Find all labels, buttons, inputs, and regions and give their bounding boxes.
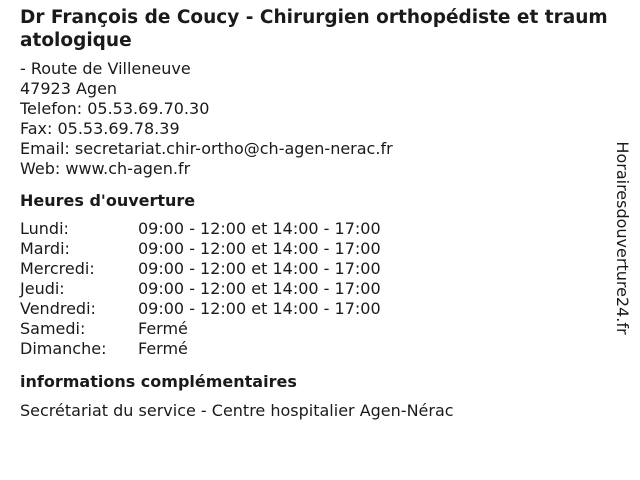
day-hours: Fermé	[138, 319, 188, 338]
day-label: Vendredi:	[20, 299, 96, 318]
phone-line: Telefon: 05.53.69.70.30	[20, 99, 210, 118]
day-label: Mardi:	[20, 239, 70, 258]
day-label: Dimanche:	[20, 339, 107, 358]
fax-line: Fax: 05.53.69.78.39	[20, 119, 180, 138]
city-line: 47923 Agen	[20, 79, 118, 98]
contact-block	[20, 59, 608, 179]
day-hours: 09:00 - 12:00 et 14:00 - 17:00	[138, 259, 381, 278]
day-label: Samedi:	[20, 319, 86, 338]
day-hours: Fermé	[138, 339, 188, 358]
day-hours: 09:00 - 12:00 et 14:00 - 17:00	[138, 239, 381, 258]
table-row	[20, 219, 381, 239]
opening-hours-heading: Heures d'ouverture	[20, 191, 196, 210]
day-hours: 09:00 - 12:00 et 14:00 - 17:00	[138, 299, 381, 318]
site-brand-vertical: Horairesdouverture24.fr	[613, 141, 632, 335]
listing-page	[20, 6, 608, 421]
page-title: Dr François de Coucy - Chirurgien orthopédiste et traumatologique	[20, 7, 608, 51]
table-row	[20, 259, 381, 279]
day-label: Jeudi:	[20, 279, 65, 298]
day-label: Mercredi:	[20, 259, 95, 278]
day-hours: 09:00 - 12:00 et 14:00 - 17:00	[138, 279, 381, 298]
table-row	[20, 279, 381, 299]
table-row	[20, 339, 381, 359]
opening-hours-table	[20, 219, 381, 359]
email-line: Email: secretariat.chir-ortho@ch-agen-nerac.fr	[20, 139, 393, 158]
table-row	[20, 239, 381, 259]
table-row	[20, 299, 381, 319]
website-line: Web: www.ch-agen.fr	[20, 159, 191, 178]
table-row	[20, 319, 381, 339]
additional-info-heading: informations complémentaires	[20, 372, 297, 391]
additional-info-text: Secrétariat du service - Centre hospitalier Agen-Nérac	[20, 401, 454, 420]
day-hours: 09:00 - 12:00 et 14:00 - 17:00	[138, 219, 381, 238]
day-label: Lundi:	[20, 219, 69, 238]
address-line: - Route de Villeneuve	[20, 59, 191, 78]
